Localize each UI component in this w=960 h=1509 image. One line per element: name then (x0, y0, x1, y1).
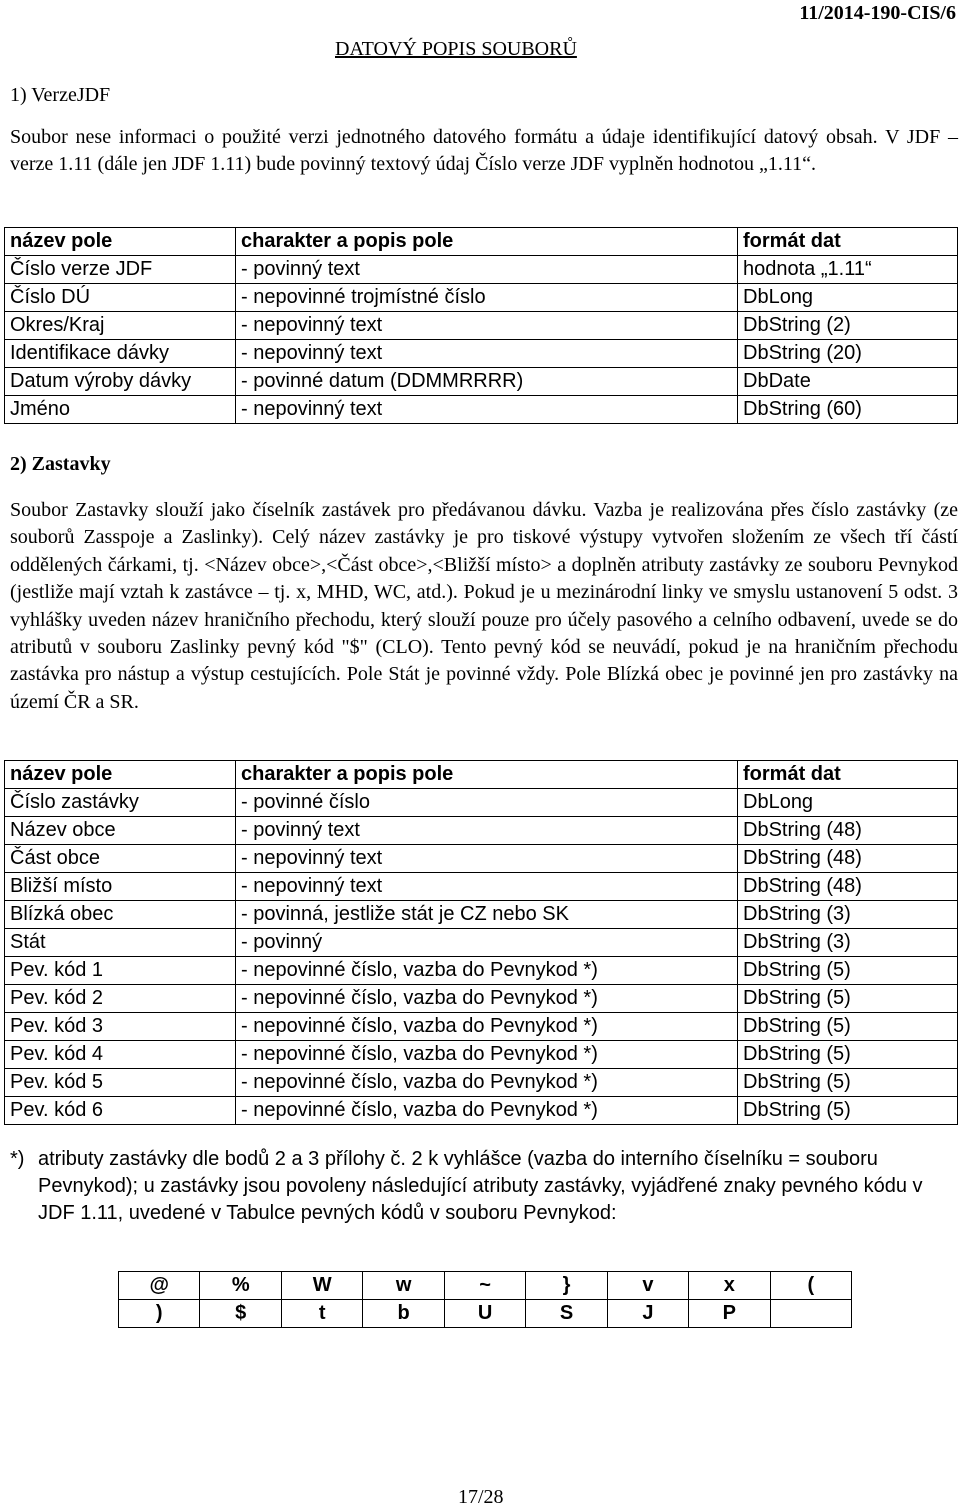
section-1-paragraph: Soubor nese informaci o použité verzi jednotného datového formátu a údaje identifikující datový obsah. V JDF – verze 1.11 (dále jen JDF 1.11) bude povinný textový údaj Číslo verze JDF vyplněn hodnotou „1.11“. (10, 126, 958, 176)
code-cell: b (363, 1300, 444, 1328)
table-cell: Identifikace dávky (5, 340, 236, 368)
code-cell: ~ (444, 1272, 525, 1300)
table-cell: - povinný text (236, 817, 738, 845)
table-row (5, 845, 958, 873)
table-cell: Pev. kód 2 (5, 985, 236, 1013)
table-cell: - povinný text (236, 256, 738, 284)
code-cell: S (526, 1300, 607, 1328)
table-cell: - nepovinný text (236, 845, 738, 873)
table-cell: - nepovinný text (236, 340, 738, 368)
verzejdf-fields-table (4, 227, 958, 424)
table-cell: Část obce (5, 845, 236, 873)
table-cell: DbString (5) (738, 985, 958, 1013)
code-cell: w (363, 1272, 444, 1300)
table-row (5, 340, 958, 368)
table-row (5, 1041, 958, 1069)
footnote-mark: *) (10, 1148, 25, 1170)
fixed-codes-table (118, 1271, 852, 1328)
table-cell: - nepovinné číslo, vazba do Pevnykod *) (236, 1097, 738, 1125)
table-cell: DbString (48) (738, 817, 958, 845)
table-cell: Pev. kód 6 (5, 1097, 236, 1125)
section-1-heading: 1) VerzeJDF (10, 84, 111, 106)
table-row (5, 1069, 958, 1097)
table-cell: Blízká obec (5, 901, 236, 929)
table-cell: - povinné datum (DDMMRRRR) (236, 368, 738, 396)
table-row (5, 312, 958, 340)
codes-row (119, 1300, 852, 1328)
column-header: název pole (5, 761, 236, 789)
code-cell: t (281, 1300, 362, 1328)
table-cell: Číslo zastávky (5, 789, 236, 817)
table-cell: - nepovinné číslo, vazba do Pevnykod *) (236, 985, 738, 1013)
table-cell: DbString (48) (738, 873, 958, 901)
code-cell: U (444, 1300, 525, 1328)
table-cell: DbString (48) (738, 845, 958, 873)
table-cell: - nepovinný text (236, 873, 738, 901)
table-cell: - nepovinný text (236, 312, 738, 340)
table-row (5, 1013, 958, 1041)
table-cell: DbDate (738, 368, 958, 396)
table-row (5, 396, 958, 424)
table-cell: - povinná, jestliže stát je CZ nebo SK (236, 901, 738, 929)
code-cell: ( (770, 1272, 851, 1300)
page-number: 17/28 (458, 1486, 504, 1508)
table-row (5, 929, 958, 957)
document-code: 11/2014-190-CIS/6 (799, 2, 956, 24)
table-cell: - nepovinné číslo, vazba do Pevnykod *) (236, 1041, 738, 1069)
table-row (5, 985, 958, 1013)
code-cell (770, 1300, 851, 1328)
table-cell: DbLong (738, 789, 958, 817)
code-cell: $ (200, 1300, 281, 1328)
code-cell: W (281, 1272, 362, 1300)
column-header: formát dat (738, 228, 958, 256)
table-cell: - nepovinný text (236, 396, 738, 424)
table-row (5, 1097, 958, 1125)
table-cell: Stát (5, 929, 236, 957)
code-cell: P (689, 1300, 770, 1328)
table-cell: Pev. kód 5 (5, 1069, 236, 1097)
column-header: charakter a popis pole (236, 228, 738, 256)
column-header: formát dat (738, 761, 958, 789)
code-cell: % (200, 1272, 281, 1300)
code-cell: } (526, 1272, 607, 1300)
table-cell: Datum výroby dávky (5, 368, 236, 396)
table-row (5, 368, 958, 396)
column-header: název pole (5, 228, 236, 256)
code-cell: J (607, 1300, 688, 1328)
zastavky-fields-table (4, 760, 958, 1125)
table-cell: - nepovinné číslo, vazba do Pevnykod *) (236, 1069, 738, 1097)
table-cell: Bližší místo (5, 873, 236, 901)
table-cell: Číslo verze JDF (5, 256, 236, 284)
table-cell: - nepovinné číslo, vazba do Pevnykod *) (236, 1013, 738, 1041)
table-cell: Název obce (5, 817, 236, 845)
table-row (5, 789, 958, 817)
table-row (5, 873, 958, 901)
table-row (5, 256, 958, 284)
table-cell: - nepovinné číslo, vazba do Pevnykod *) (236, 957, 738, 985)
table-cell: DbString (5) (738, 1041, 958, 1069)
table-cell: - povinný (236, 929, 738, 957)
table-cell: - povinné číslo (236, 789, 738, 817)
column-header: charakter a popis pole (236, 761, 738, 789)
table-header-row (5, 228, 958, 256)
table-cell: DbLong (738, 284, 958, 312)
section-2-heading: 2) Zastavky (10, 453, 111, 475)
table-cell: Okres/Kraj (5, 312, 236, 340)
code-cell: @ (119, 1272, 200, 1300)
code-cell: v (607, 1272, 688, 1300)
table-cell: Pev. kód 1 (5, 957, 236, 985)
table-cell: DbString (5) (738, 957, 958, 985)
codes-row (119, 1272, 852, 1300)
table-cell: DbString (5) (738, 1013, 958, 1041)
table-cell: - nepovinné trojmístné číslo (236, 284, 738, 312)
table-header-row (5, 761, 958, 789)
table-cell: DbString (60) (738, 396, 958, 424)
table-cell: DbString (20) (738, 340, 958, 368)
document-title: DATOVÝ POPIS SOUBORŮ (335, 38, 577, 60)
table-row (5, 817, 958, 845)
table-cell: DbString (3) (738, 901, 958, 929)
footnote-text: atributy zastávky dle bodů 2 a 3 přílohy č. 2 k vyhlášce (vazba do interního číselníku = souboru Pevnykod); u zastávky jsou povoleny následující atributy zastávky, vyjádřené znaky pevného kódu v JDF 1.11, uvedené v Tabulce pevných kódů v souboru Pevnykod: (38, 1148, 923, 1225)
code-cell: ) (119, 1300, 200, 1328)
table-cell: Číslo DÚ (5, 284, 236, 312)
section-2-paragraph: Soubor Zastavky slouží jako číselník zastávek pro předávanou dávku. Vazba je realizována přes číslo zastávky (ze souborů Zasspoje a Zaslinky). Celý název zastávky je pro tiskové výstupy vytvořen složením ze všech tří částí oddělených čárkami, tj. <Název obce>,<Část obce>,<Bližší místo> a doplněn atributy zastávky ze souboru Pevnykod (jestliže mají vztah k zastávce – tj. x, MHD, WC, atd.). Pokud je u mezinárodní linky ve smyslu ustanovení 5 odst. 3 vyhlášky uveden název hraničního přechodu, který slouží pouze pro účely pasového a celního odbavení, uvede se do atributů v souboru Zaslinky pevný kód "$" (CLO). Tento pevný kód se neuvádí, pokud je na hraničním přechodu zastávka pro nástup a výstup cestujících. Pole Stát je povinné vždy. Pole Blízká obec je povinné jen pro zastávky na území ČR a SR. (10, 499, 958, 713)
table-cell: Jméno (5, 396, 236, 424)
table-cell: Pev. kód 4 (5, 1041, 236, 1069)
table-cell: Pev. kód 3 (5, 1013, 236, 1041)
table-cell: DbString (5) (738, 1069, 958, 1097)
code-cell: x (689, 1272, 770, 1300)
footnote (10, 1146, 940, 1228)
table-row (5, 901, 958, 929)
table-cell: DbString (5) (738, 1097, 958, 1125)
table-cell: hodnota „1.11“ (738, 256, 958, 284)
table-row (5, 284, 958, 312)
table-row (5, 957, 958, 985)
table-cell: DbString (2) (738, 312, 958, 340)
table-cell: DbString (3) (738, 929, 958, 957)
